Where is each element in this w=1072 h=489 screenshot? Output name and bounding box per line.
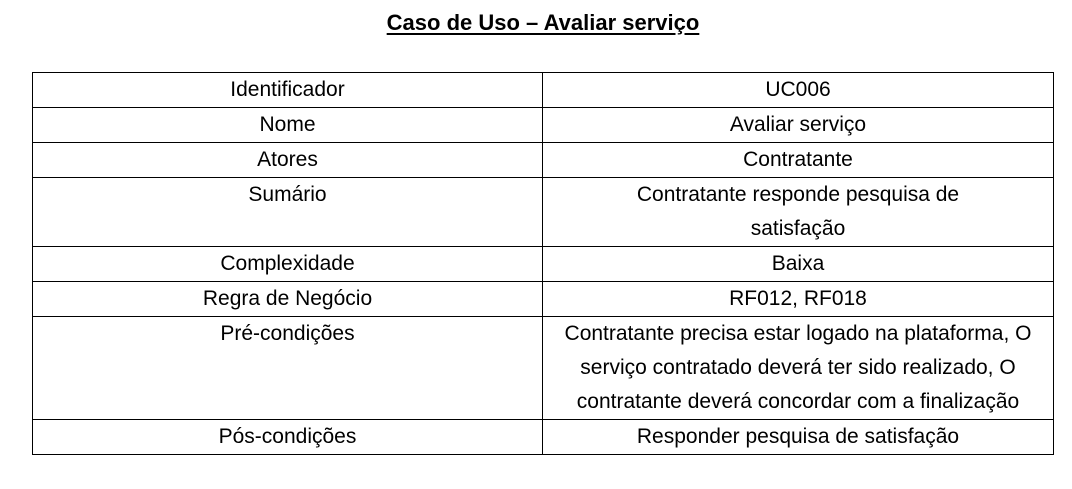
row-value — [543, 317, 1054, 420]
table-row-identificador — [33, 73, 1054, 108]
row-value: RF012, RF018 — [543, 282, 1054, 317]
row-label: Identificador — [33, 73, 543, 108]
table-row-atores — [33, 143, 1054, 178]
row-value: Baixa — [543, 247, 1054, 282]
row-label: Sumário — [33, 178, 543, 247]
row-label: Pós-condições — [33, 420, 543, 455]
table-row-nome — [33, 108, 1054, 143]
row-value: Responder pesquisa de satisfação — [543, 420, 1054, 455]
table-row-pos-condicoes — [33, 420, 1054, 455]
row-label: Pré-condições — [33, 317, 543, 420]
table-row-pre-condicoes — [33, 317, 1054, 420]
row-value: Avaliar serviço — [543, 108, 1054, 143]
table-row-sumario — [33, 178, 1054, 247]
row-label: Atores — [33, 143, 543, 178]
table-row-regra-de-negocio — [33, 282, 1054, 317]
row-value-text: Contratante precisa estar logado na plataforma, O serviço contratado deverá ter sido realizado, O contratante deverá concordar com a finalização — [564, 322, 1032, 413]
row-label: Complexidade — [33, 247, 543, 282]
row-label: Nome — [33, 108, 543, 143]
row-value-text: Contratante responde pesquisa de satisfação — [636, 183, 960, 240]
use-case-table — [32, 72, 1054, 455]
row-label: Regra de Negócio — [33, 282, 543, 317]
row-value — [543, 178, 1054, 247]
row-value: UC006 — [543, 73, 1054, 108]
document-title: Caso de Uso – Avaliar serviço — [386, 10, 700, 35]
row-value: Contratante — [543, 143, 1054, 178]
table-row-complexidade — [33, 247, 1054, 282]
